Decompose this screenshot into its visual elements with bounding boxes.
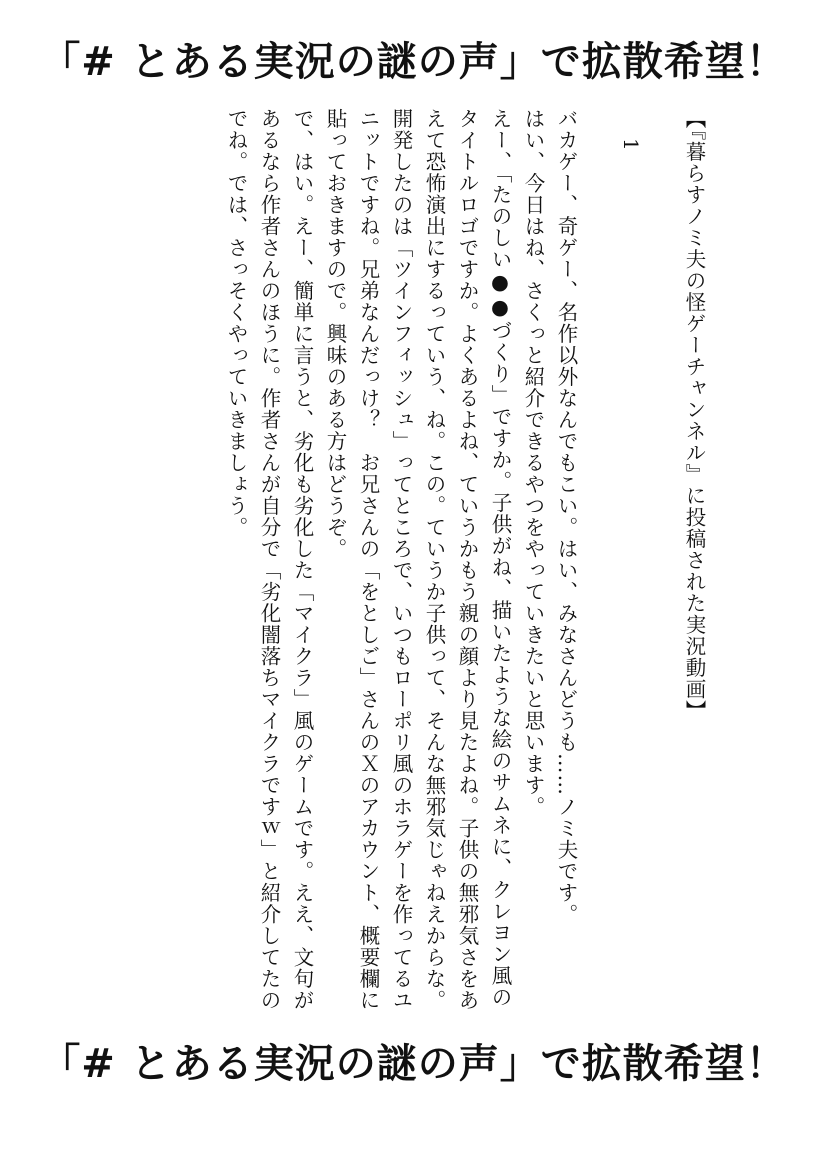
paragraph-4: 開発したのは「ツインフィッシュ」ってところで、いつもローポリ風のホラゲーを作ってるユニットですね。兄弟なんだっけ？ お兄さんの「をとしご」さんのＸのアカウント、概要欄に貼っておきますので。興味のある方はどうぞ。: [323, 108, 413, 1011]
paragraph-1: バカゲー、奇ゲー、名作以外なんでもこい。はい、みなさんどうも……ノミ夫です。: [554, 108, 578, 925]
vertical-text-page: [120, 108, 710, 1028]
hashtag-banner-top: 「# とある実況の謎の声」で拡散希望！: [40, 39, 787, 85]
hashtag-banner-bottom: 「# とある実況の謎の声」で拡散希望！: [40, 1041, 787, 1087]
paragraph-3: えー、「たのしい●●づくり」ですか。子供がね、描いたような絵のサムネに、クレヨン風のタイトルロゴですか。よくあるよね、ていうかもう親の顔より見たよね。子供の無邪気さをあえて恐怖演出にするっていう、ね。この。ていうか子供って、そんな無邪気じゃねえからな。: [422, 108, 512, 1011]
paragraph-2: はい、今日はね、さくっと紹介できるやつをやっていきたいと思います。: [521, 108, 545, 818]
document-heading: 【『暮らすノミ夫の怪ゲーチャンネル』に投稿された実況動画】: [682, 108, 706, 722]
chapter-number: 1: [619, 138, 643, 152]
paragraph-5: で、はい。えー、簡単に言うと、劣化も劣化した「マイクラ」風のゲームです。ええ、文句があるなら作者さんのほうに。作者さんが自分で「劣化闇落ちマイクラですｗ」と紹介してたのでね。では、さっそくやっていきましょう。: [224, 108, 314, 1011]
